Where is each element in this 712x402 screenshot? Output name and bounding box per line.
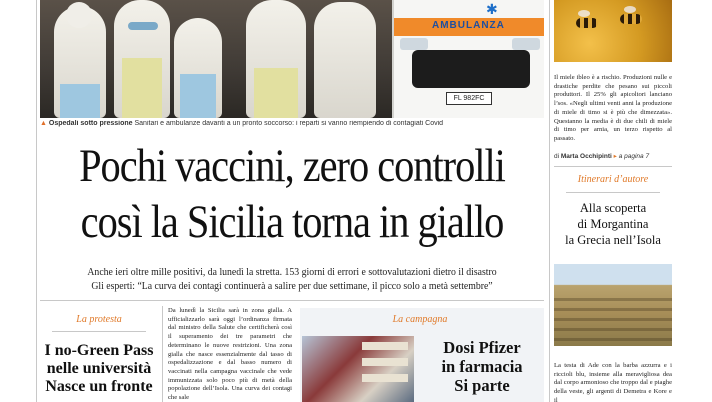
headline-line: I no-Green Pass [44,342,154,359]
hero-photo [40,0,544,118]
health-worker-figure [314,2,376,118]
pharmacy-photo [302,336,414,402]
article-body: Da lunedì la Sicilia sarà in zona gialla. A ufficializzarlo sarà oggi l’ordinanza firmata dal ministro della Salute che certificherà così il superamento dei tre parametri che determinano le nuove restrizioni. Una zona gialla che nasce essenzialmente dal tasso di ospedalizzazione e dal basso numero di vaccinati nella campagna vaccinale che vede immunizzata solo poco più di metà della popolazione dell’Isola. Una curva dei contagi che sale [168,307,292,402]
divider [554,166,672,167]
ambulance-text: AMBULANZA [432,20,505,31]
divider [566,192,660,193]
divider [40,300,544,301]
campagna-kicker: La campagna [392,314,448,325]
bees-photo [554,0,672,62]
headline-line: Dosi Pfizer [443,338,521,357]
divider [52,331,146,332]
ruins-photo [554,264,672,346]
caption-label: Ospedali sotto pressione [48,120,133,127]
subheadline-line: Anche ieri oltre mille positivi, da lunedì la stretta. 153 giorni di errori e sottovalutazioni dietro il disastro [87,267,497,278]
main-headline[interactable] [75,138,508,250]
ambulance [392,0,544,118]
honey-article-body: Il miele ibleo è a rischio. Produzioni nulle e drastiche perdite che pesano sui piccoli produttori. Il 25% gli apicoltori lanciano l’sos. «Negli ultimi venti anni la produzione di miele di timo si è più che dimezzata». Questanno la media è di due chili di miele di timo per arnia, un terzo rispetto al passato. [554,74,672,142]
page-reference[interactable]: a pagina 7 [618,153,650,160]
headline-line: nelle università [46,360,152,377]
headline-line: così la Sicilia torna in giallo [80,196,504,248]
column-divider [549,0,550,402]
arrow-right-icon: ▸ [613,153,619,160]
morgantina-headline[interactable] [554,200,672,248]
column-divider [162,306,163,402]
headline-line: Alla scoperta [579,201,647,215]
page-margin-line [36,0,37,402]
itinerari-kicker: Itinerari d’autore [577,174,649,185]
campagna-headline[interactable] [420,338,544,395]
photo-caption [40,120,544,127]
headline-line: Nasce un fronte [45,378,153,395]
protesta-headline[interactable] [40,342,158,396]
headline-line: Si parte [454,376,510,395]
honey-byline: di Marta Occhipinti ▸ a pagina 7 [554,153,650,160]
headline-line: di Morgantina [577,217,649,231]
star-of-life-icon: ✱ [486,3,498,18]
headline-line: la Grecia nell’Isola [565,233,661,247]
subheadline [58,266,527,294]
license-plate: FL 982FC [446,92,492,105]
author-name: Marta Occhipinti [560,153,612,160]
headline-line: Pochi vaccini, zero controlli [79,140,505,192]
headline-line: in farmacia [441,357,523,376]
subheadline-line: Gli esperti: “La curva dei contagi continuerà a salire per due settimane, il picco solo a metà settembre” [91,281,493,292]
protesta-kicker: La protesta [76,314,122,325]
caption-text: Sanitari e ambulanze davanti a un pronto soccorso: i reparti si vanno riempiendo di contagiati Covid [134,120,444,127]
triangle-icon: ▲ [40,120,47,127]
morgantina-article-body: La testa di Ade con la barba azzurra e i riccioli blu, insieme alla meravigliosa dea dal corpo armonioso che troppo dal e piaghe della veste, gli argenti di Demetra e Kore e il [554,362,672,402]
